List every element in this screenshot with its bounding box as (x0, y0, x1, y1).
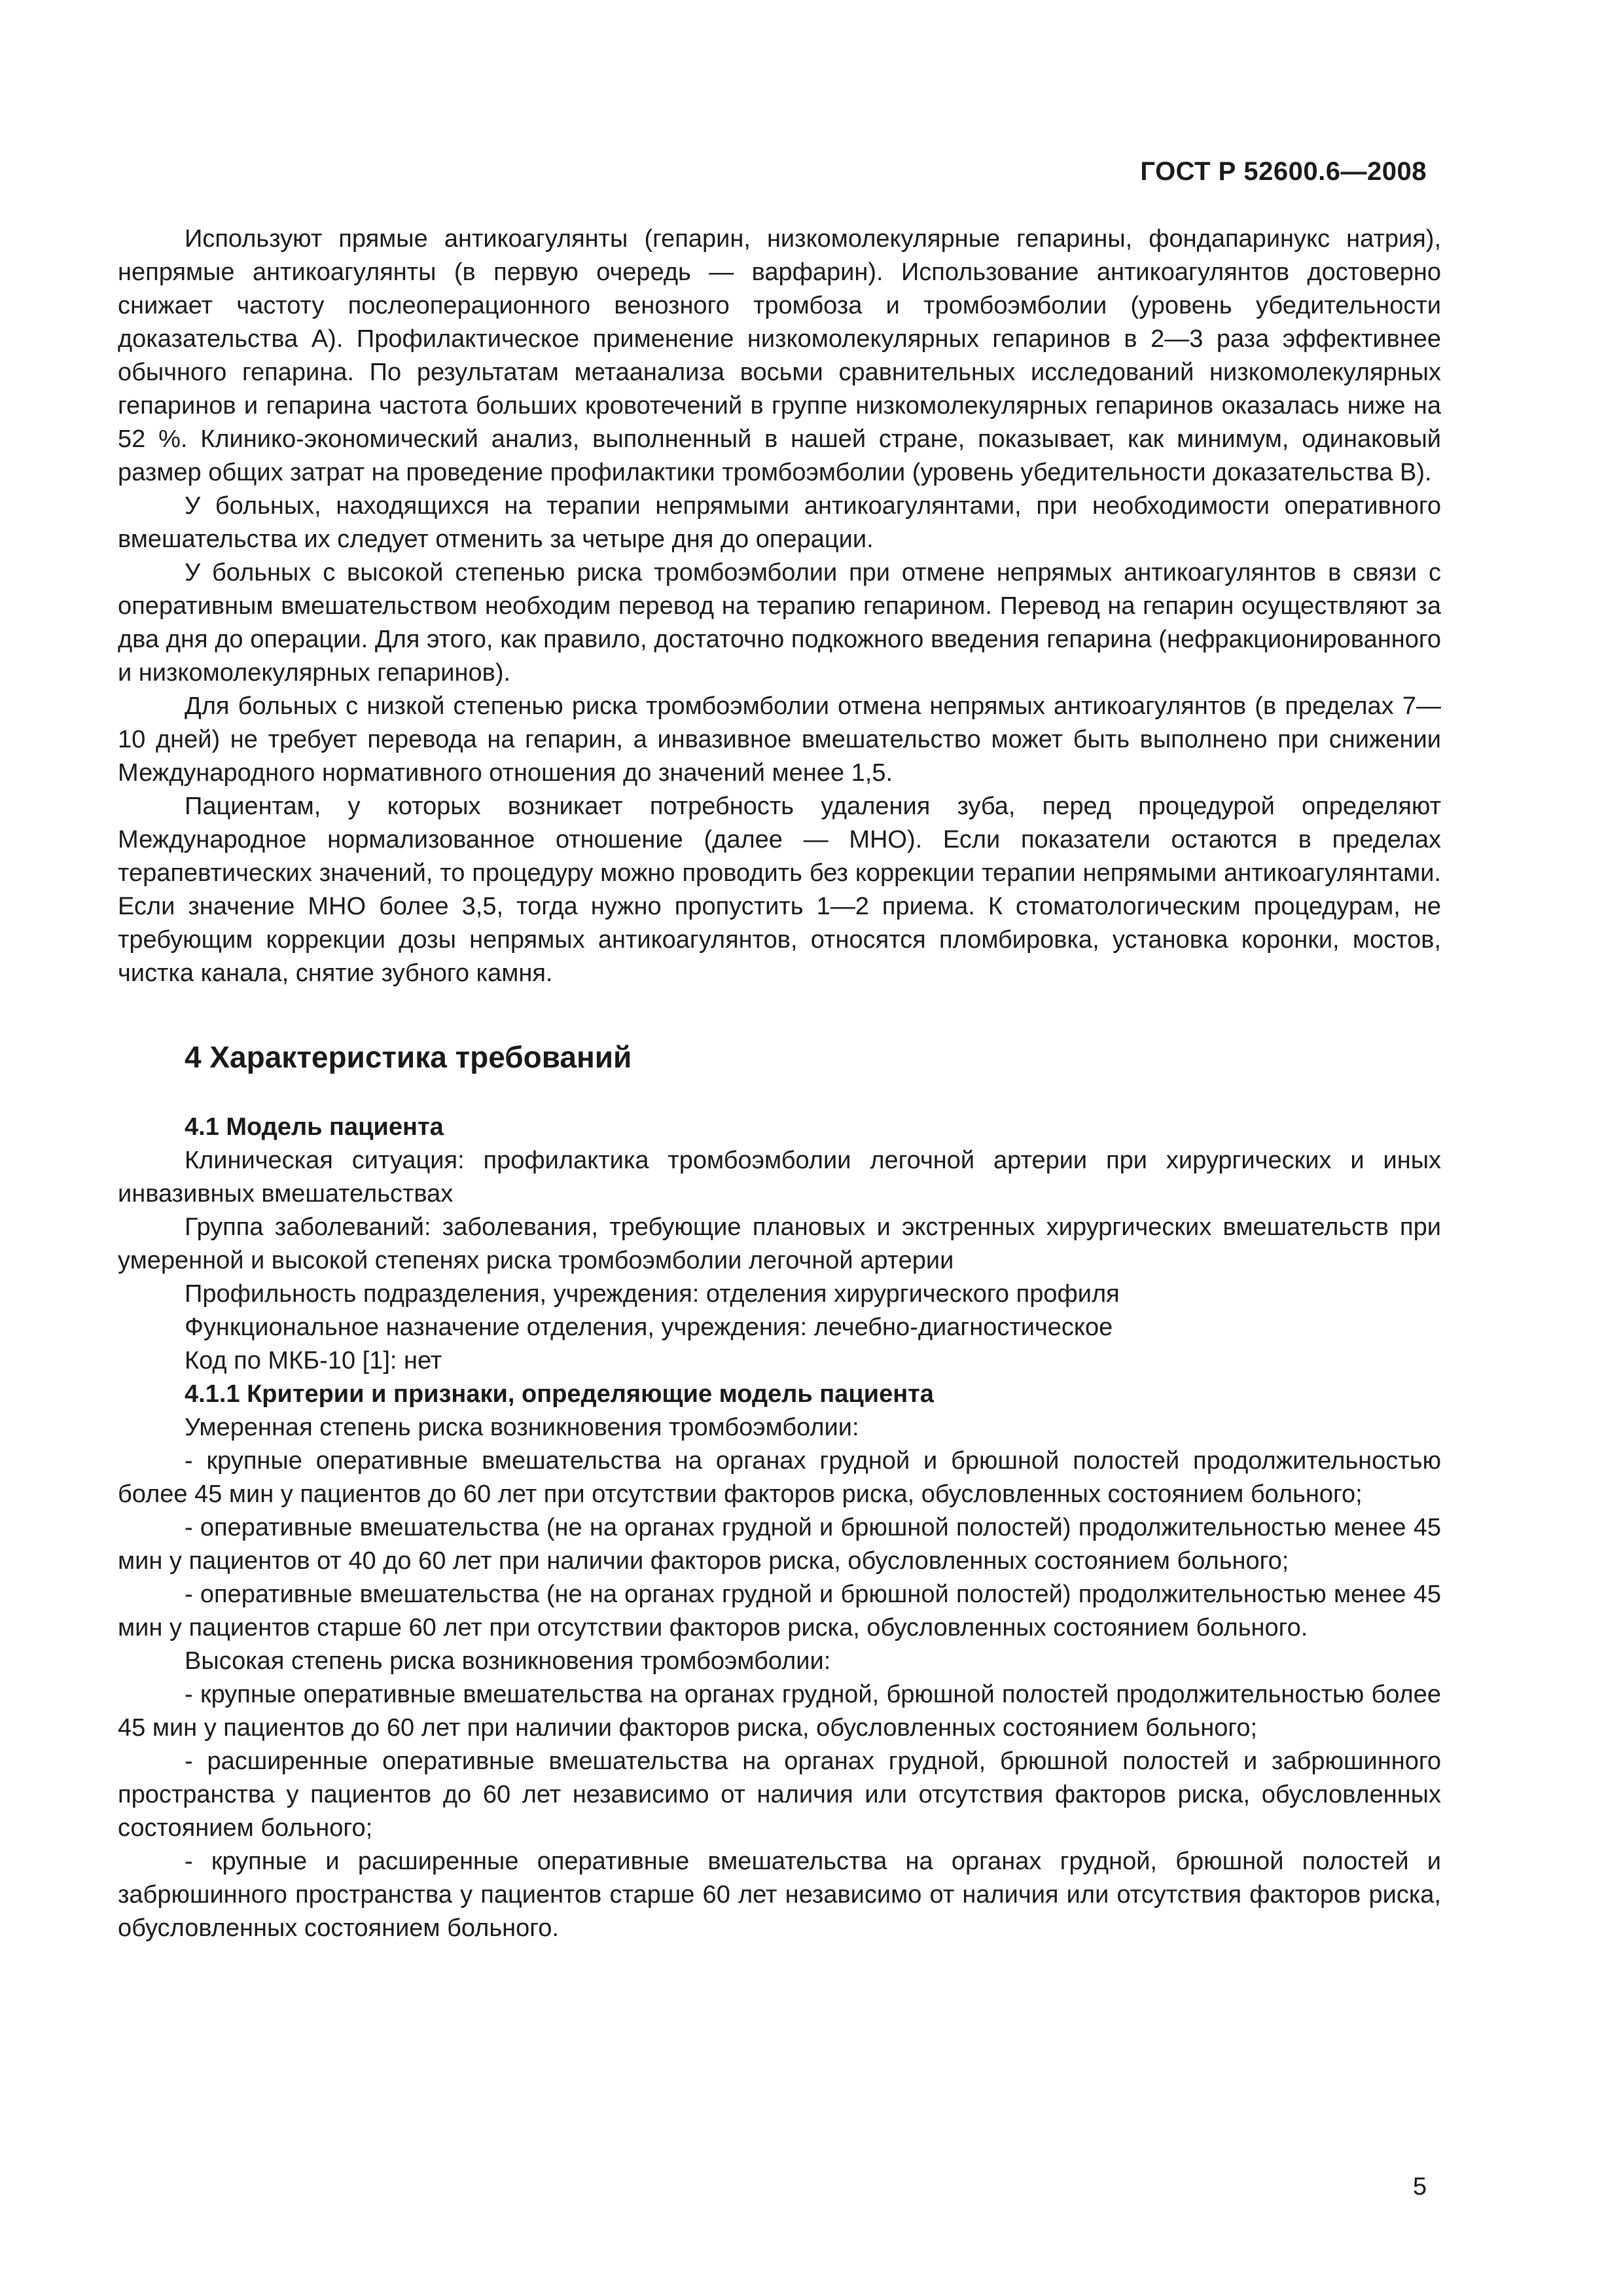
moderate-risk-heading: Умеренная степень риска возникновения тромбоэмболии: (185, 1414, 859, 1441)
department-profile-paragraph: Профильность подразделения, учреждения: отделения хирургического профиля (185, 1280, 1120, 1308)
intro-paragraph-anticoagulants: Используют прямые антикоагулянты (гепарин, низкомолекулярные гепарины, фондапаринукс натрия), непрямые антикоагулянты (в первую очередь — варфарин). Использование антикоагулянтов достоверно снижает частоту послеоперационного венозного тромбоза и тромбоэмболии (уровень убедительности доказательства А). Профилактическое применение низкомолекулярных гепаринов в 2—3 раза эффективнее обычного гепарина. По результатам метаанализа восьми сравнительных исследований низкомолекулярных гепаринов и гепарина частота больших кровотечений в группе низкомолекулярных гепаринов оказалась ниже на 52 %. Клинико-экономический анализ, выполненный в нашей стране, показывает, как минимум, одинаковый размер общих затрат на проведение профилактики тромбоэмболии (уровень убедительности доказательства В). (118, 225, 1441, 486)
clinical-situation-paragraph: Клиническая ситуация: профилактика тромбоэмболии легочной артерии при хирургических и иных инвазивных вмешательствах (118, 1147, 1441, 1208)
high-risk-heading: Высокая степень риска возникновения тромбоэмболии: (185, 1647, 831, 1675)
high-risk-item: - расширенные оперативные вмешательства на органах грудной, брюшной полостей и забрюшинного пространства у пациентов до 60 лет независимо от наличия или отсутствия факторов риска, обусловленных состоянием больного; (118, 1748, 1441, 1842)
intro-paragraph-dental: Пациентам, у которых возникает потребность удаления зуба, перед процедурой определяют Международное нормализованное отношение (далее — МНО). Если показатели остаются в пределах терапевтических значений, то процедуру можно проводить без коррекции терапии непрямыми антикоагулянтами. Если значение МНО более 3,5, тогда нужно пропустить 1—2 приема. К стоматологическим процедурам, не требующим коррекции дозы непрямых антикоагулянтов, относятся пломбировка, установка коронки, мостов, чистка канала, снятие зубного камня. (118, 793, 1441, 987)
subsection-4-1-heading: 4.1 Модель пациента (185, 1113, 444, 1141)
intro-paragraph-high-risk: У больных с высокой степенью риска тромбоэмболии при отмене непрямых антикоагулянтов в связи с оперативным вмешательством необходим перевод на терапию гепарином. Перевод на гепарин осуществляют за два дня до операции. Для этого, как правило, достаточно подкожного введения гепарина (нефракционированного и низкомолекулярных гепаринов). (118, 559, 1441, 687)
moderate-risk-item: - оперативные вмешательства (не на органах грудной и брюшной полостей) продолжительностью менее 45 мин у пациентов от 40 до 60 лет при наличии факторов риска, обусловленных состоянием больного; (118, 1514, 1441, 1575)
subsection-4-1-1-heading: 4.1.1 Критерии и признаки, определяющие модель пациента (185, 1380, 934, 1408)
section-4-heading: 4 Характеристика требований (185, 1040, 632, 1074)
intro-paragraph-low-risk: Для больных с низкой степенью риска тромбоэмболии отмена непрямых антикоагулянтов (в пределах 7—10 дней) не требует перевода на гепарин, а инвазивное вмешательство может быть выполнено при снижении Международного нормативного отношения до значений менее 1,5. (118, 692, 1441, 787)
high-risk-item: - крупные оперативные вмешательства на органах грудной, брюшной полостей продолжительностью более 45 мин у пациентов до 60 лет при наличии факторов риска, обусловленных состоянием больного; (118, 1681, 1441, 1742)
icd-code-paragraph: Код по МКБ-10 [1]: нет (185, 1347, 442, 1374)
document-body (118, 223, 1441, 1945)
high-risk-item: - крупные и расширенные оперативные вмешательства на органах грудной, брюшной полостей и забрюшинного пространства у пациентов старше 60 лет независимо от наличия или отсутствия факторов риска, обусловленных состоянием больного. (118, 1848, 1441, 1942)
intro-paragraph-withdrawal: У больных, находящихся на терапии непрямыми антикоагулянтами, при необходимости оперативного вмешательства их следует отменить за четыре дня до операции. (118, 492, 1441, 553)
disease-group-paragraph: Группа заболеваний: заболевания, требующие плановых и экстренных хирургических вмешательств при умеренной и высокой степенях риска тромбоэмболии легочной артерии (118, 1213, 1441, 1274)
department-function-paragraph: Функциональное назначение отделения, учреждения: лечебно-диагностическое (185, 1314, 1113, 1341)
moderate-risk-item: - крупные оперативные вмешательства на органах грудной и брюшной полостей продолжительностью более 45 мин у пациентов до 60 лет при отсутствии факторов риска, обусловленных состоянием больного; (118, 1447, 1441, 1508)
document-header-id: ГОСТ Р 52600.6—2008 (1140, 157, 1427, 186)
page-number: 5 (1412, 2173, 1427, 2200)
moderate-risk-item: - оперативные вмешательства (не на органах грудной и брюшной полостей) продолжительностью менее 45 мин у пациентов старше 60 лет при отсутствии факторов риска, обусловленных состоянием больного. (118, 1581, 1441, 1641)
